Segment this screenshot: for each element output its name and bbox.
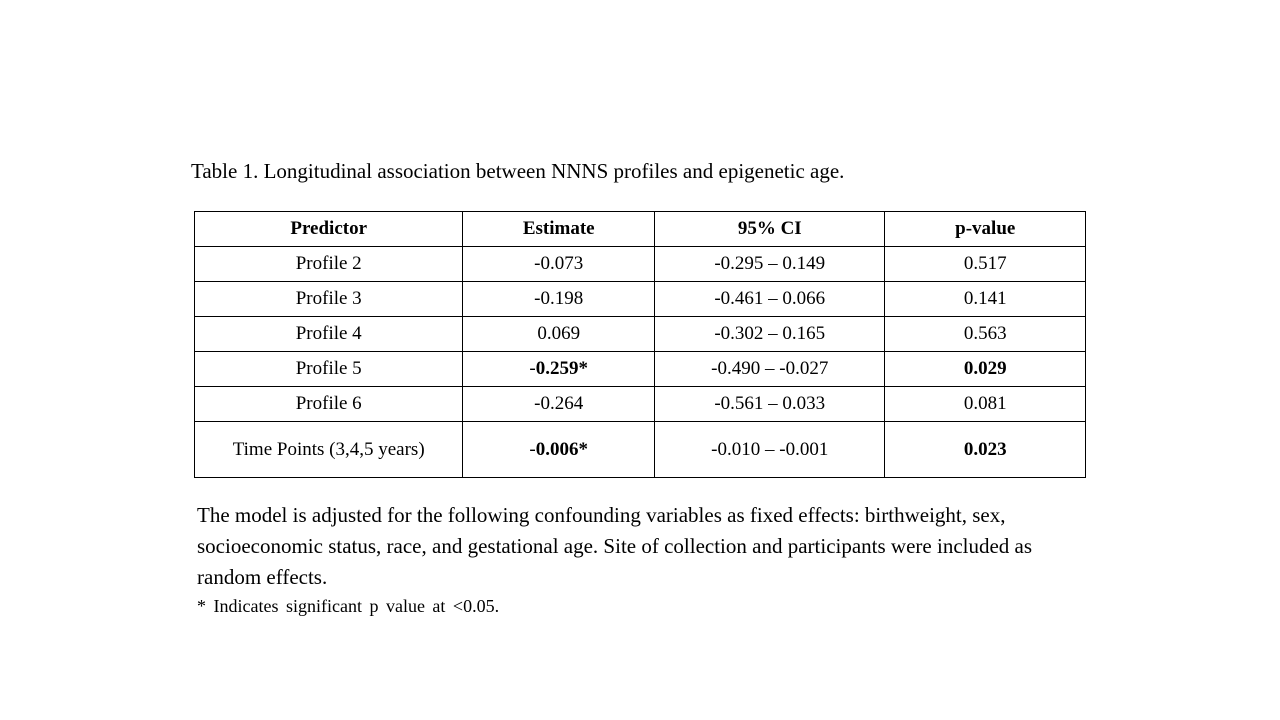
cell-estimate [463, 282, 655, 317]
cell-estimate [463, 352, 655, 387]
table-row [195, 387, 1086, 422]
header-predictor: Predictor [195, 212, 463, 247]
cell-predictor: Profile 5 [195, 352, 463, 387]
cell-ci: -0.010 – -0.001 [655, 422, 885, 478]
table-header-row [195, 212, 1086, 247]
header-estimate: Estimate [463, 212, 655, 247]
cell-p-value: 0.023 [885, 422, 1086, 478]
estimate-value: -0.198 [534, 288, 584, 309]
cell-p-value: 0.517 [885, 247, 1086, 282]
header-ci: 95% CI [655, 212, 885, 247]
table-caption: Table 1. Longitudinal association between NNNS profiles and epigenetic age. [191, 159, 845, 183]
table-row [195, 282, 1086, 317]
estimate-value: -0.264 [534, 393, 584, 414]
cell-ci: -0.295 – 0.149 [655, 247, 885, 282]
results-table [194, 211, 1086, 478]
cell-p-value: 0.141 [885, 282, 1086, 317]
cell-predictor: Profile 2 [195, 247, 463, 282]
cell-estimate [463, 422, 655, 478]
cell-p-value: 0.081 [885, 387, 1086, 422]
cell-predictor: Time Points (3,4,5 years) [195, 422, 463, 478]
table-row [195, 247, 1086, 282]
cell-predictor: Profile 4 [195, 317, 463, 352]
header-p-value: p-value [885, 212, 1086, 247]
table-row [195, 422, 1086, 478]
estimate-value: -0.073 [534, 253, 584, 274]
estimate-prefix: - [529, 358, 536, 379]
table-row [195, 352, 1086, 387]
cell-predictor: Profile 3 [195, 282, 463, 317]
cell-p-value: 0.029 [885, 352, 1086, 387]
significance-footnote: * Indicates significant p value at <0.05. [197, 596, 500, 616]
estimate-value: 0.259* [535, 358, 588, 379]
table-row [195, 317, 1086, 352]
cell-ci: -0.490 – -0.027 [655, 352, 885, 387]
cell-predictor: Profile 6 [195, 387, 463, 422]
model-note: The model is adjusted for the following confounding variables as fixed effects: birthweight, sex, socioeconomic status, race, and gestational age. Site of collection and participants were included as random effects. [197, 503, 1033, 589]
estimate-prefix: - [529, 438, 536, 460]
cell-p-value: 0.563 [885, 317, 1086, 352]
estimate-value: 0.006* [535, 438, 588, 460]
cell-ci: -0.561 – 0.033 [655, 387, 885, 422]
cell-estimate [463, 317, 655, 352]
cell-ci: -0.461 – 0.066 [655, 282, 885, 317]
cell-estimate [463, 247, 655, 282]
estimate-value: 0.069 [537, 323, 581, 344]
cell-estimate [463, 387, 655, 422]
cell-ci: -0.302 – 0.165 [655, 317, 885, 352]
